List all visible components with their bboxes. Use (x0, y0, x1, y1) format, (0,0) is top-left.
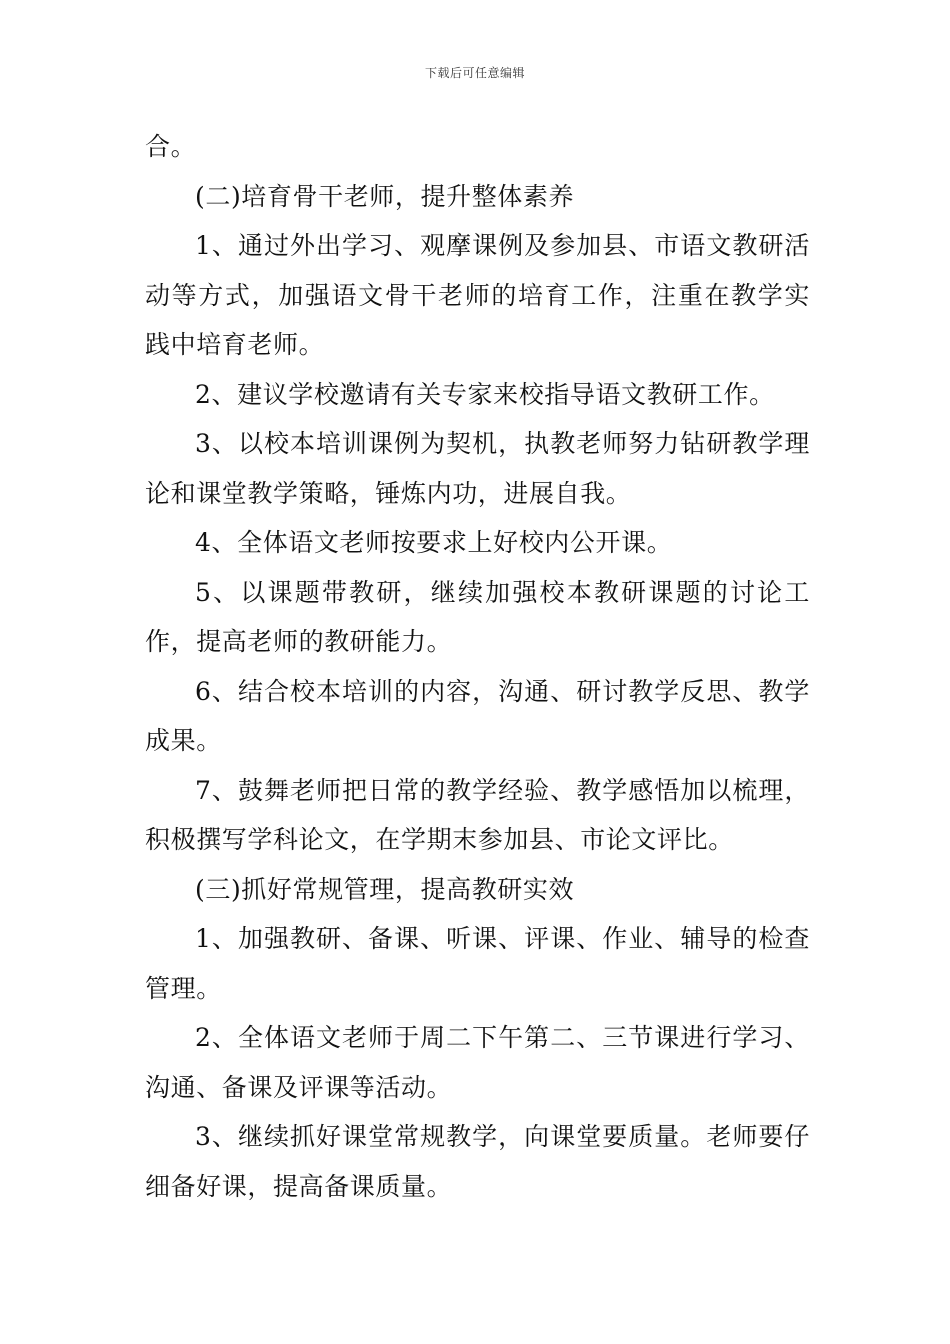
list-item: 4、全体语文老师按要求上好校内公开课。 (195, 528, 673, 557)
list-item: 1、通过外出学习、观摩课例及参加县、市语文教研活动等方式，加强语文骨干老师的培育工作，注重在教学实践中培育老师。 (145, 231, 810, 359)
list-item: 5、以课题带教研，继续加强校本教研课题的讨论工作，提高老师的教研能力。 (145, 577, 810, 656)
document-body (145, 122, 810, 1211)
page-header: 下载后可任意编辑 (424, 66, 525, 80)
list-item: 1、加强教研、备课、听课、评课、作业、辅导的检查管理。 (145, 924, 810, 1003)
list-item: 6、结合校本培训的内容，沟通、研讨教学反思、教学成果。 (145, 676, 810, 755)
section-heading-3: (三)抓好常规管理，提高教研实效 (195, 874, 575, 904)
section-heading-2: (二)培育骨干老师，提升整体素养 (195, 181, 575, 211)
list-item: 2、全体语文老师于周二下午第二、三节课进行学习、沟通、备课及评课等活动。 (145, 1023, 810, 1102)
list-item: 2、建议学校邀请有关专家来校指导语文教研工作。 (195, 379, 775, 409)
paragraph-continuation: 合。 (145, 132, 197, 161)
list-item: 3、以校本培训课例为契机，执教老师努力钻研教学理论和课堂教学策略，锤炼内功，进展自我。 (145, 429, 810, 508)
list-item: 7、鼓舞老师把日常的教学经验、教学感悟加以梳理，积极撰写学科论文，在学期末参加县、市论文评比。 (145, 775, 810, 854)
list-item: 3、继续抓好课堂常规教学，向课堂要质量。老师要仔细备好课，提高备课质量。 (145, 1122, 810, 1201)
